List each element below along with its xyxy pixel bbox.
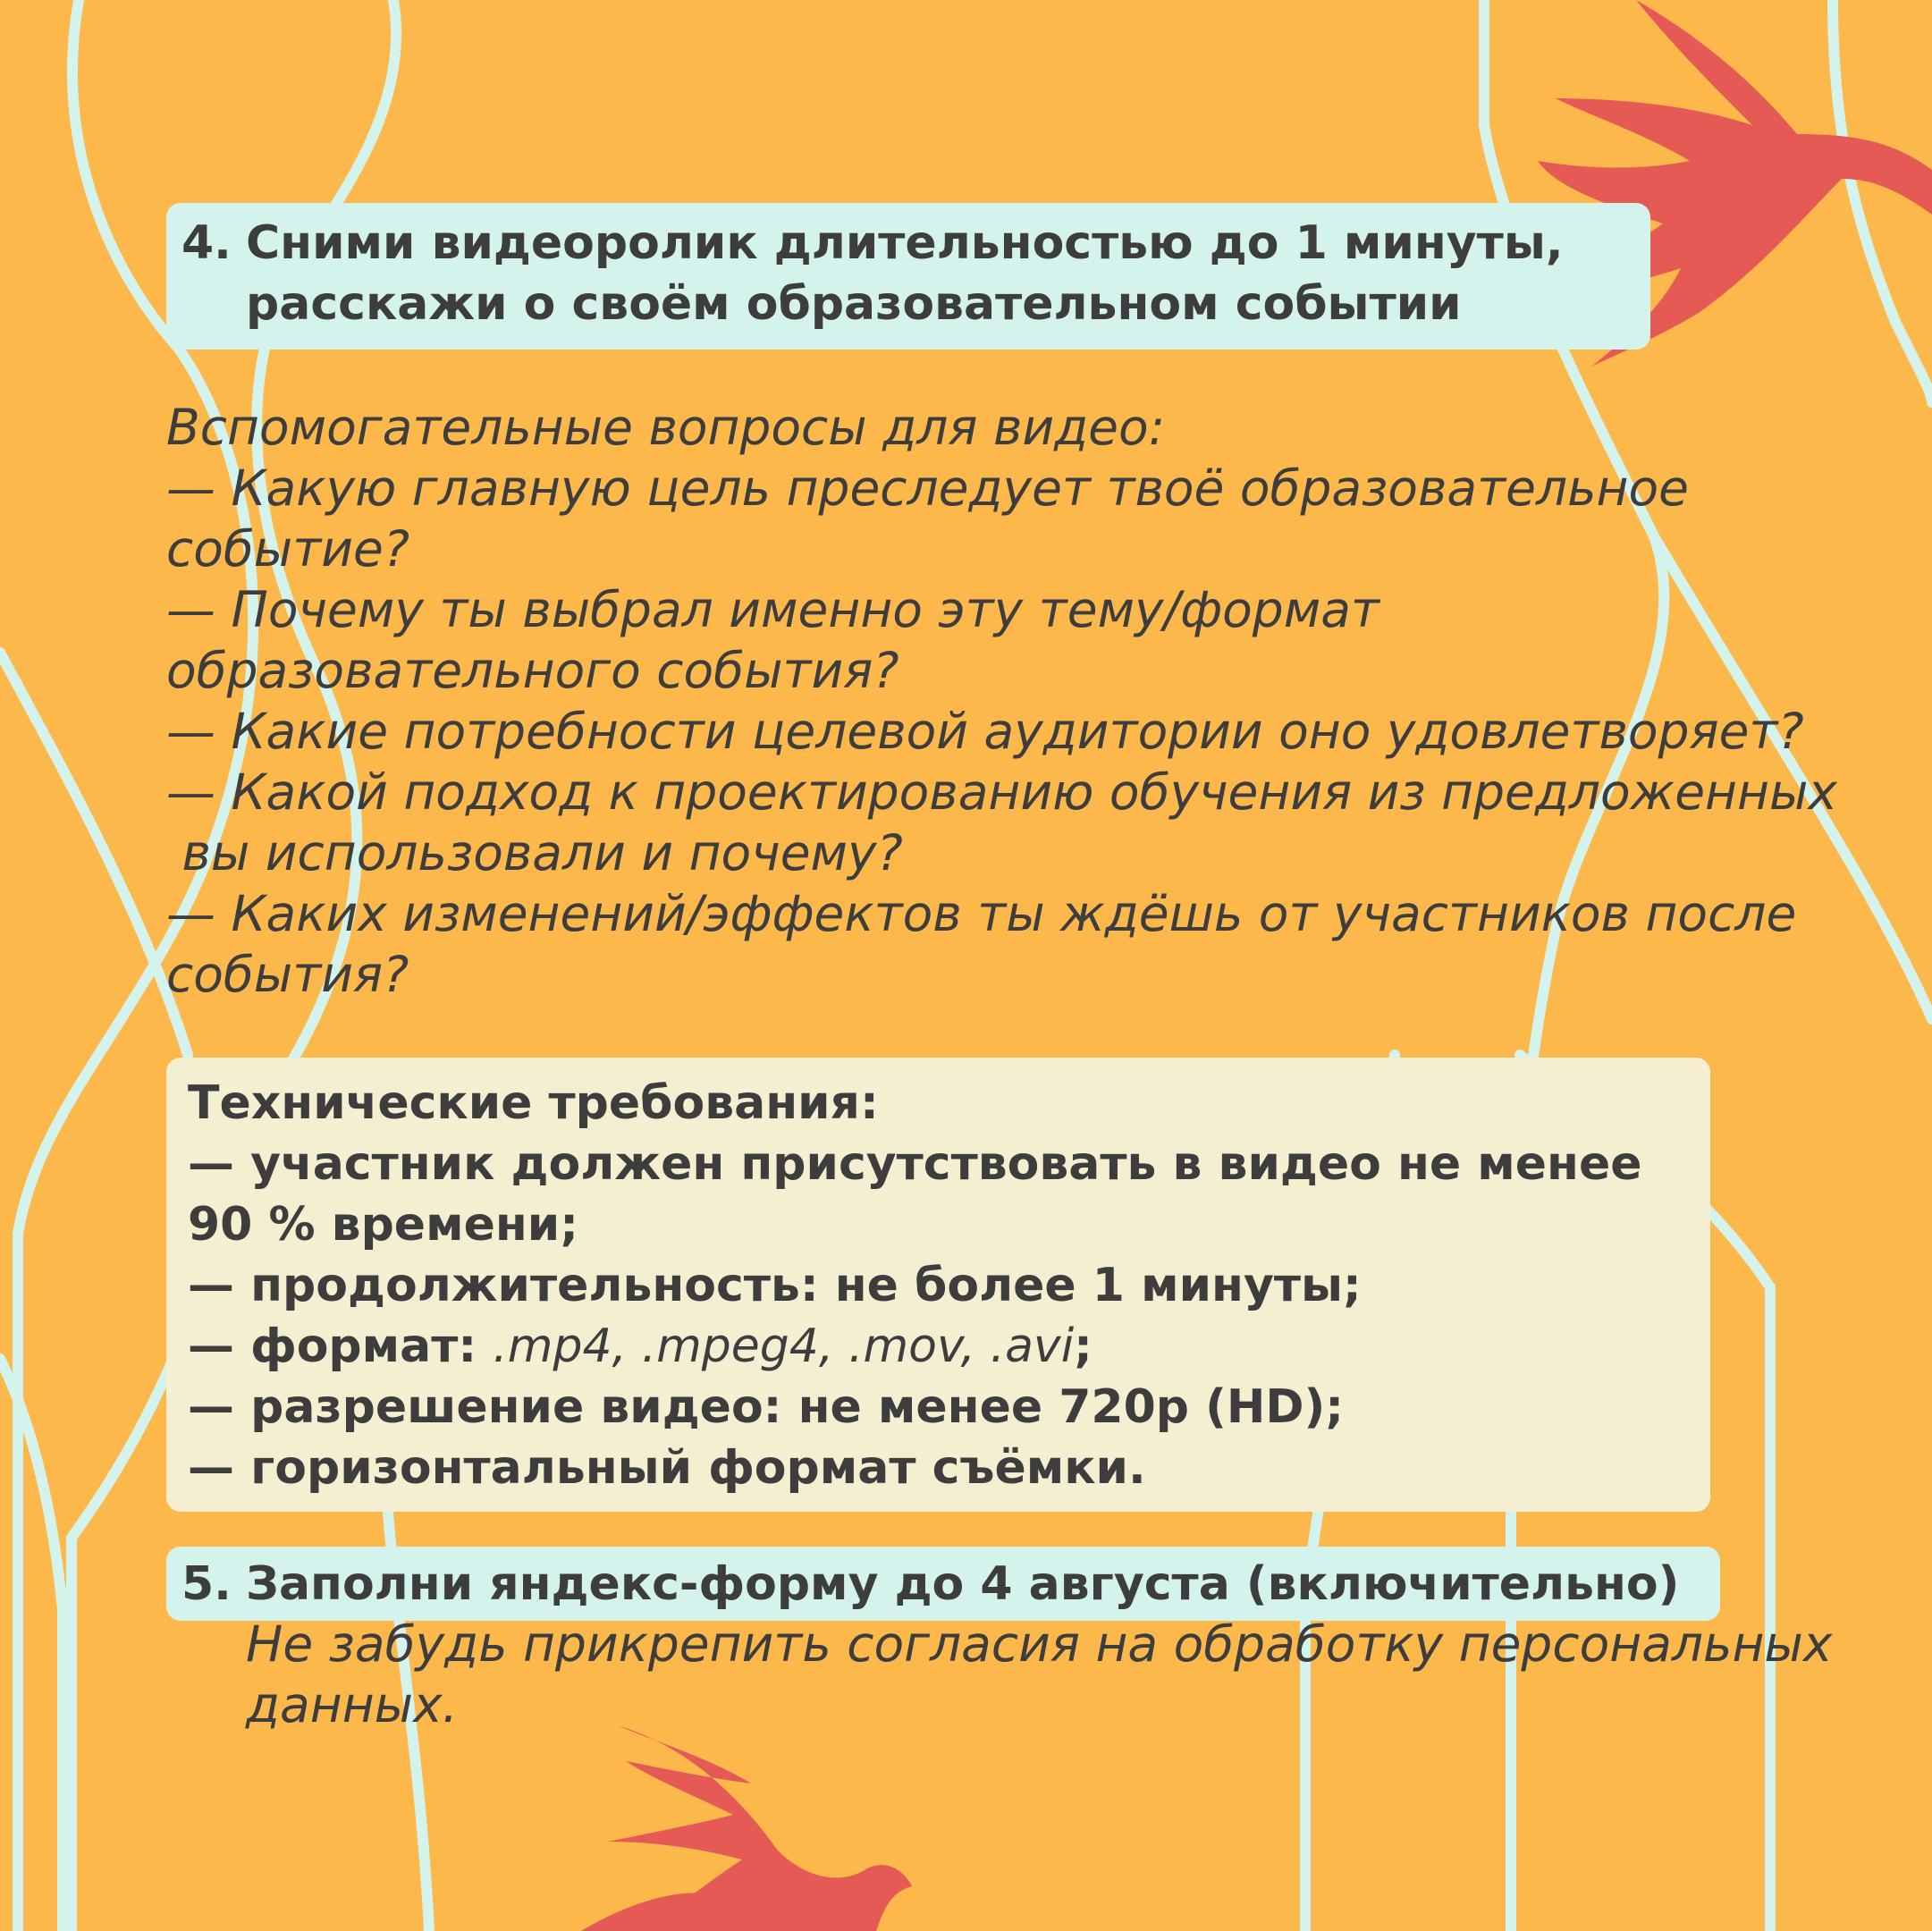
- step5-note: [246, 1614, 1832, 1735]
- tech-req-format: [188, 1316, 1642, 1377]
- step4-title-line1: Сними видеоролик длительностью до 1 минуты,: [246, 216, 1564, 270]
- tech-req-presence-line2: 90 % времени;: [188, 1198, 578, 1252]
- tech-req-presence-line1: — участник должен присутствовать в видео не менее: [188, 1137, 1642, 1191]
- tech-req-orientation: — горизонтальный формат съёмки.: [188, 1441, 1146, 1495]
- format-end: ;: [1074, 1320, 1093, 1373]
- tech-title: Технические требования:: [188, 1076, 879, 1130]
- questions-block: [166, 397, 1837, 1005]
- tech-requirements: [188, 1073, 1642, 1498]
- question-line: образовательного события?: [166, 642, 899, 699]
- question-line: — Каких изменений/эффектов ты ждёшь от участников после: [166, 885, 1797, 942]
- stripe-left-low: [0, 1359, 63, 1931]
- question-line: — Какие потребности целевой аудитории оно удовлетворяет?: [166, 703, 1804, 760]
- stripe-left-edge: [0, 653, 188, 1055]
- step5-note-line2: данных.: [246, 1676, 459, 1733]
- step4-number: 4.: [181, 216, 232, 270]
- bird-bottom-icon: [581, 1725, 912, 1931]
- step4-title-line2: расскажи о своём образовательном событии: [246, 277, 1462, 331]
- tech-req-resolution: — разрешение видео: не менее 720p (HD);: [188, 1380, 1345, 1434]
- step5-title: Заполни яндекс-форму до 4 августа (включительно): [246, 1557, 1680, 1611]
- step5-heading: [181, 1554, 1679, 1615]
- step5-note-line1: Не забудь прикрепить согласия на обработку персональных: [246, 1615, 1833, 1673]
- tech-req-duration: — продолжительность: не более 1 минуты;: [188, 1259, 1362, 1312]
- question-line: — Почему ты выбрал именно эту тему/формат: [166, 581, 1379, 638]
- question-line: вы использовали и почему?: [166, 824, 903, 881]
- format-label: — формат:: [188, 1320, 494, 1373]
- question-line: — Какую главную цель преследует твоё образовательное: [166, 460, 1689, 517]
- format-value: .mp4, .mpeg4, .mov, .avi: [493, 1320, 1075, 1373]
- questions-title: Вспомогательные вопросы для видео:: [166, 399, 1166, 456]
- step5-number: 5.: [181, 1557, 232, 1611]
- step4-heading: [181, 213, 1564, 334]
- question-line: — Какой подход к проектированию обучения из предложенных: [166, 763, 1837, 821]
- question-line: события?: [166, 946, 409, 1003]
- question-line: событие?: [166, 520, 410, 578]
